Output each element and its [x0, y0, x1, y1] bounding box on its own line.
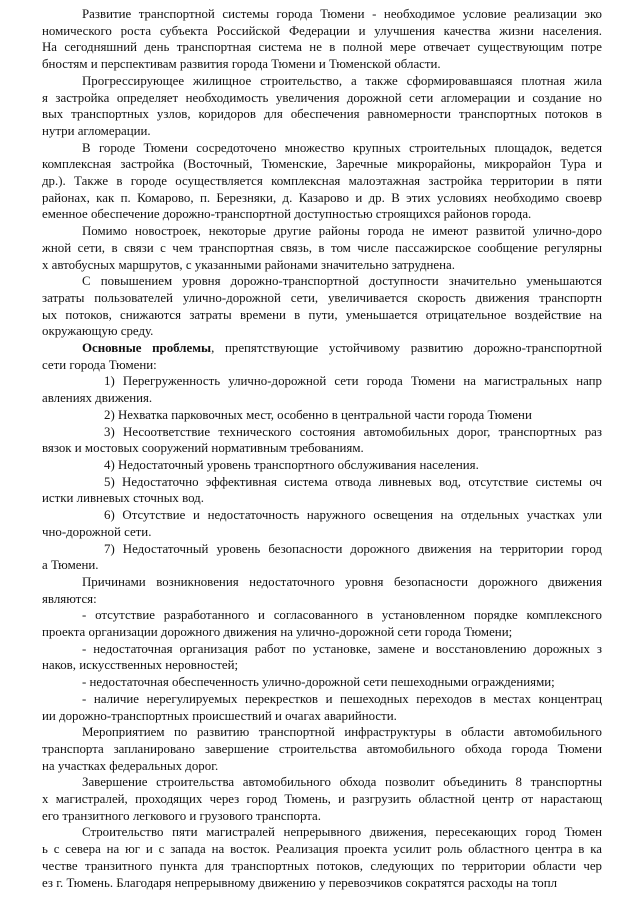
paragraph [42, 273, 602, 340]
text-line: - недостаточная обеспеченность улично-дорожной сети пешеходными ограждениями; [82, 675, 555, 690]
text-line: вязок и мостовых сооружений нормативным требованиям. [42, 441, 364, 456]
text-line: вых транспортных узлов, коридоров для обеспечения равномерности транспортных потоков в [42, 107, 602, 122]
paragraph [42, 574, 602, 607]
paragraph [42, 140, 602, 224]
text-line: являются: [42, 591, 97, 606]
text-line: его транзитного легкового и грузового транспорта. [42, 808, 321, 823]
text-line: комплексная застройка (Восточный, Тюменские, Заречные микрорайоны, микрорайон Тура и [42, 157, 602, 172]
paragraph [42, 6, 602, 73]
text-line: проекта организации дорожного движения на улично-дорожной сети города Тюмени; [42, 625, 513, 640]
text-line: честве транзитного пункта для транспортных потоков, следующих по территории области чер [42, 858, 602, 873]
text-line: а Тюмени. [42, 558, 99, 573]
text-line: - наличие нерегулируемых перекрестков и пешеходных переходов в местах концентрац [82, 691, 602, 706]
text-line: х магистралей, проходящих через город Тюмень, и разгрузить областной центр от нарастающ [42, 792, 602, 807]
text-line: С повышением уровня дорожно-транспортной доступности значительно уменьшаются [82, 274, 602, 289]
text-line: Строительство пяти магистралей непрерывного движения, пересекающих город Тюмен [82, 825, 602, 840]
problem-list-item [42, 474, 602, 507]
text-line: транспорта запланировано завершение строительства автомобильного обхода города Тюмени [42, 741, 602, 756]
problem-list-item [42, 407, 602, 424]
cause-list-item [42, 674, 602, 691]
text-line: нутри агломерации. [42, 123, 151, 138]
paragraph [42, 774, 602, 824]
problem-list-item [42, 541, 602, 574]
problem-list-item [42, 457, 602, 474]
paragraph [42, 223, 602, 273]
text-line: чно-дорожной сети. [42, 524, 152, 539]
text-line: ии дорожно-транспортных происшествий и очагах аварийности. [42, 708, 397, 723]
text-line: бностям и перспективам развития города Тюмени и Тюменской области. [42, 57, 441, 72]
bold-lead: Основные проблемы [82, 341, 212, 356]
text-line: 1) Перегруженность улично-дорожной сети города Тюмени на магистральных напр [104, 374, 602, 389]
text-line: На сегодняшний день транспортная система не в полной мере отвечает существующим потре [42, 40, 602, 55]
paragraph [42, 724, 602, 774]
text-line: Мероприятием по развитию транспортной инфраструктуры в области автомобильного [82, 725, 602, 740]
cause-list-item [42, 607, 602, 640]
text-line: ых потоков, снижаются затраты времени в пути, уменьшается отрицательное воздействие на [42, 307, 602, 322]
problem-list-item [42, 373, 602, 406]
text-line: Завершение строительства автомобильного обхода позволит объединить 8 транспортны [82, 775, 602, 790]
text-line: - недостаточная организация работ по установке, замене и восстановлению дорожных з [82, 641, 602, 656]
paragraph [42, 824, 602, 891]
text-line: др.). Также в городе осуществляется комплексная малоэтажная застройка территории в пяти [42, 174, 602, 189]
text-line: 6) Отсутствие и недостаточность наружного освещения на отдельных участках ули [104, 508, 602, 523]
text-line [42, 340, 602, 357]
text-line: истки ливневых сточных вод. [42, 491, 204, 506]
problem-list-item [42, 424, 602, 457]
text-line: на участках федеральных дорог. [42, 758, 219, 773]
document-page [42, 6, 602, 891]
text-line: наков, искусственных неровностей; [42, 658, 239, 673]
text-line: окружающую среду. [42, 324, 154, 339]
text-line: Помимо новостроек, некоторые другие районы города не имеют развитой улично-доро [82, 224, 602, 239]
text-line: Причинами возникновения недостаточного уровня безопасности дорожного движения [82, 574, 602, 589]
text-line: Развитие транспортной системы города Тюмени - необходимое условие реализации эко [82, 7, 602, 21]
text-line: сети города Тюмени: [42, 357, 157, 372]
text-line: 4) Недостаточный уровень транспортного обслуживания населения. [104, 457, 479, 472]
text-line: ь с севера на юг и с запада на восток. Реализация проекта усилит роль областного центра в ка [42, 842, 602, 857]
text-line: затраты пользователей улично-дорожной сети, увеличивается скорость движения транспортн [42, 290, 602, 305]
text-line: еменное обеспечение дорожно-транспортной доступностью строящихся районов города. [42, 207, 532, 222]
text-line: районах, как п. Комарово, п. Березняки, д. Казарово и др. В этих условиях необходимо своевр [42, 190, 602, 205]
text-run: , препятствующие устойчивому развитию дорожно-транспортной [211, 341, 602, 356]
cause-list-item [42, 641, 602, 674]
text-line: жной сети, в связи с чем транспортная связь, в том числе пассажирское сообщение регулярны [42, 240, 602, 255]
text-line: - отсутствие разработанного и согласованного в установленном порядке комплексного [82, 608, 602, 623]
text-line: 3) Несоответствие технического состояния автомобильных дорог, транспортных раз [104, 424, 602, 439]
text-line: 5) Недостаточно эффективная система отвода ливневых вод, отсутствие системы оч [104, 474, 602, 489]
paragraph [42, 73, 602, 140]
text-line: ез г. Тюмень. Благодаря непрерывному движению у перевозчиков сократятся расходы на топл [42, 875, 558, 890]
text-line: авлениях движения. [42, 391, 153, 406]
text-line: я застройка определяет необходимость увеличения дорожной сети агломерации и создание но [42, 90, 602, 105]
cause-list-item [42, 691, 602, 724]
problem-list-item [42, 507, 602, 540]
text-line: х автобусных маршрутов, с указанными районами значительно затруднена. [42, 257, 455, 272]
text-line: номического роста субъекта Российской Федерации и улучшения качества жизни населения. [42, 23, 602, 38]
text-line: 2) Нехватка парковочных мест, особенно в центральной части города Тюмени [104, 407, 532, 422]
text-line: В городе Тюмени сосредоточено множество крупных строительных площадок, ведется [82, 140, 602, 155]
text-line: Прогрессирующее жилищное строительство, а также сформировавшаяся плотная жила [82, 73, 602, 88]
paragraph [42, 340, 602, 373]
text-line: 7) Недостаточный уровень безопасности дорожного движения на территории город [104, 541, 602, 556]
